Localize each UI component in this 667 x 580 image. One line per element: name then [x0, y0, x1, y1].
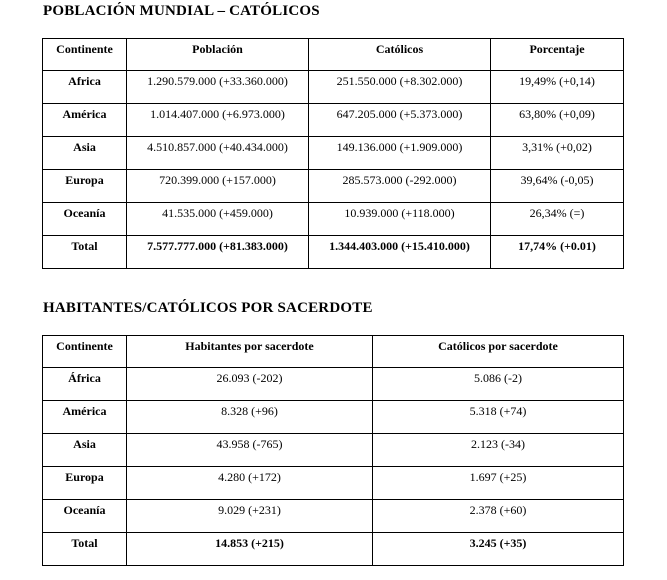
column-header: Habitantes por sacerdote	[127, 336, 373, 368]
population-heading: POBLACIÓN MUNDIAL – CATÓLICOS	[43, 3, 320, 19]
continent-cell: Europa	[43, 170, 127, 203]
table-row	[43, 434, 624, 467]
column-header: Continente	[43, 336, 127, 368]
percentage-cell: 26,34% (=)	[491, 203, 624, 236]
table-row	[43, 104, 624, 137]
inhabitants-per-priest-cell: 14.853 (+215)	[127, 533, 373, 566]
catholics-cell: 10.939.000 (+118.000)	[309, 203, 491, 236]
table-row	[43, 401, 624, 434]
table-header-row	[43, 336, 624, 368]
catholics-per-priest-cell: 3.245 (+35)	[373, 533, 624, 566]
catholics-cell: 1.344.403.000 (+15.410.000)	[309, 236, 491, 269]
catholics-cell: 149.136.000 (+1.909.000)	[309, 137, 491, 170]
catholics-per-priest-cell: 5.086 (-2)	[373, 368, 624, 401]
percentage-cell: 19,49% (+0,14)	[491, 71, 624, 104]
table-row	[43, 137, 624, 170]
column-header: Católicos	[309, 39, 491, 71]
inhabitants-per-priest-cell: 4.280 (+172)	[127, 467, 373, 500]
priests-heading: HABITANTES/CATÓLICOS POR SACERDOTE	[43, 300, 373, 316]
catholics-per-priest-cell: 1.697 (+25)	[373, 467, 624, 500]
table-row	[43, 203, 624, 236]
population-cell: 7.577.777.000 (+81.383.000)	[127, 236, 309, 269]
inhabitants-per-priest-cell: 8.328 (+96)	[127, 401, 373, 434]
inhabitants-per-priest-cell: 43.958 (-765)	[127, 434, 373, 467]
percentage-cell: 17,74% (+0.01)	[491, 236, 624, 269]
percentage-cell: 39,64% (-0,05)	[491, 170, 624, 203]
catholics-cell: 647.205.000 (+5.373.000)	[309, 104, 491, 137]
table-row	[43, 467, 624, 500]
table-row	[43, 500, 624, 533]
continent-cell: Europa	[43, 467, 127, 500]
population-cell: 720.399.000 (+157.000)	[127, 170, 309, 203]
priests-table	[42, 335, 624, 566]
continent-cell: Asia	[43, 137, 127, 170]
continent-cell: Asia	[43, 434, 127, 467]
column-header: Porcentaje	[491, 39, 624, 71]
catholics-per-priest-cell: 2.123 (-34)	[373, 434, 624, 467]
continent-cell: África	[43, 368, 127, 401]
table-total-row	[43, 533, 624, 566]
inhabitants-per-priest-cell: 9.029 (+231)	[127, 500, 373, 533]
table-row	[43, 368, 624, 401]
column-header: Católicos por sacerdote	[373, 336, 624, 368]
population-cell: 1.014.407.000 (+6.973.000)	[127, 104, 309, 137]
catholics-cell: 251.550.000 (+8.302.000)	[309, 71, 491, 104]
population-cell: 1.290.579.000 (+33.360.000)	[127, 71, 309, 104]
population-cell: 41.535.000 (+459.000)	[127, 203, 309, 236]
catholics-per-priest-cell: 5.318 (+74)	[373, 401, 624, 434]
continent-cell: América	[43, 401, 127, 434]
table-row	[43, 170, 624, 203]
table-total-row	[43, 236, 624, 269]
continent-cell: Oceanía	[43, 203, 127, 236]
continent-cell: Oceanía	[43, 500, 127, 533]
continent-cell: Total	[43, 533, 127, 566]
catholics-cell: 285.573.000 (-292.000)	[309, 170, 491, 203]
column-header: Población	[127, 39, 309, 71]
inhabitants-per-priest-cell: 26.093 (-202)	[127, 368, 373, 401]
table-header-row	[43, 39, 624, 71]
continent-cell: Total	[43, 236, 127, 269]
continent-cell: Africa	[43, 71, 127, 104]
catholics-per-priest-cell: 2.378 (+60)	[373, 500, 624, 533]
continent-cell: América	[43, 104, 127, 137]
population-cell: 4.510.857.000 (+40.434.000)	[127, 137, 309, 170]
percentage-cell: 63,80% (+0,09)	[491, 104, 624, 137]
column-header: Continente	[43, 39, 127, 71]
population-table	[42, 38, 624, 269]
table-row	[43, 71, 624, 104]
percentage-cell: 3,31% (+0,02)	[491, 137, 624, 170]
